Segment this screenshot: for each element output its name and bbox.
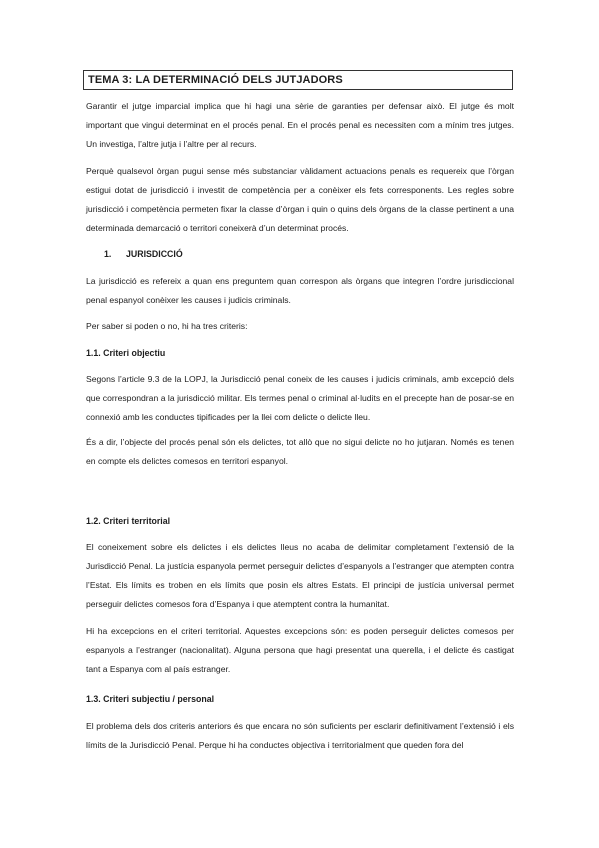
section-1-heading — [104, 245, 183, 264]
subsection-1-3-paragraph-1: El problema dels dos criteris anteriors és que encara no són suficients per esclarir definitivament l’extensió i els límits de la Jurisdicció Penal. Perque hi ha conductes objectiva i territorialment que queden fora del — [86, 721, 514, 750]
subsection-1-3-heading: 1.3. Criteri subjectiu / personal — [86, 694, 215, 704]
intro-paragraph-2: Perquè qualsevol òrgan pugui sense més substanciar vàlidament actuacions penals es requereix que l’òrgan estigui dotat de jurisdicció i investit de competència per a conèixer els fets corresponents. Les regles sobre jurisdicció i competència permeten fixar la classe d’òrgan i quin o quins dels òrgans de la classe pertinent a una determinada demarcació o territori coneixerà d’un determinat procés. — [86, 166, 514, 233]
section-1-number: 1. — [104, 249, 112, 259]
subsection-1-2-paragraph-1: El coneixement sobre els delictes i els delictes lleus no acaba de delimitar completament l’extensió de la Jurisdicció Penal. La justícia espanyola permet perseguir delictes d’espanyols a l’estranger que atempten contra l’Estat. Els límits es troben en els límits que posin els altres Estats. El principi de justícia universal permet perseguir delictes comesos fora d’Espanya i que atemptent contra la humanitat. — [86, 542, 514, 609]
section-1-paragraph-1: La jurisdicció es refereix a quan ens preguntem quan correspon als òrgans que integren l’ordre jurisdiccional penal espanyol conèixer les causes i judicis criminals. — [86, 276, 514, 305]
section-1-paragraph-2: Per saber si poden o no, hi ha tres criteris: — [86, 321, 248, 331]
subsection-1-2-heading: 1.2. Criteri territorial — [86, 516, 171, 526]
subsection-1-1-heading: 1.1. Criteri objectiu — [86, 348, 166, 358]
subsection-1-1-paragraph-1: Segons l’article 9.3 de la LOPJ, la Jurisdicció penal coneix de les causes i judicis criminals, amb excepció dels que correspondran a la jurisdicció militar. Els termes penal o criminal al·ludits en el precepte han de posar-se en connexió amb les conductes tipificades per la llei com delicte o delicte lleu. — [86, 374, 514, 422]
section-1-title: JURISDICCIÓ — [126, 249, 183, 259]
intro-paragraph-1: Garantir el jutge imparcial implica que hi hagi una sèrie de garanties per defensar això. El jutge és molt important que vingui determinat en el procés penal. En el procés penal es necessiten com a mínim tres jutges. Un investiga, l’altre jutja i l’altre per al recurs. — [86, 101, 514, 149]
page-title: TEMA 3: LA DETERMINACIÓ DELS JUTJADORS — [83, 70, 513, 90]
subsection-1-1-paragraph-2: És a dir, l’objecte del procés penal són els delictes, tot allò que no sigui delicte no ho jutjaran. Només es tenen en compte els delictes comesos en territori espanyol. — [86, 437, 514, 466]
subsection-1-2-paragraph-2: Hi ha excepcions en el criteri territorial. Aquestes excepcions són: es poden perseguir delictes comesos per espanyols a l’estranger (nacionalitat). Alguna persona que hagi presentat una querella, i el delicte és castigat tant a Espanya com al país estranger. — [86, 626, 514, 674]
